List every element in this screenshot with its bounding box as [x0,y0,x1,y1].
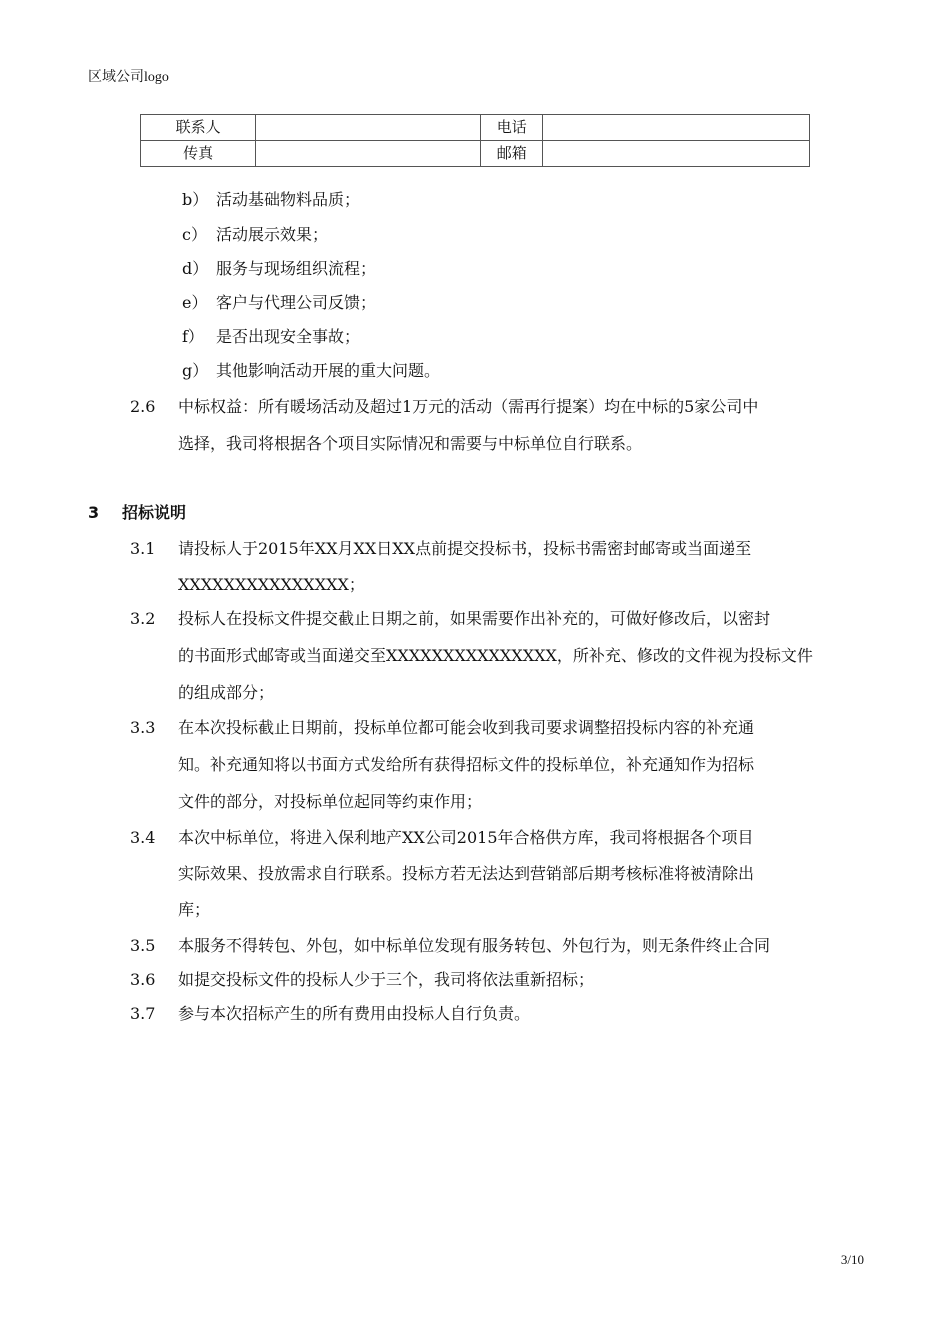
list-label: f） [182,327,204,346]
table-cell: 联系人 [141,115,256,141]
table-cell: 传真 [141,141,256,167]
clause-number: 3.3 [130,718,156,737]
list-label: g） [182,361,209,380]
list-label: b） [182,190,209,209]
clause-number: 3.1 [130,539,156,558]
list-label: e） [182,293,208,312]
list-text: 是否出现安全事故； [216,327,361,346]
clause-text: 的组成部分； [178,683,275,702]
clause-text: 实际效果、投放需求自行联系。投标方若无法达到营销部后期考核标准将被清除出 [178,864,755,883]
clause-text: 知。补充通知将以书面方式发给所有获得招标文件的投标单位，补充通知作为招标 [178,755,755,774]
clause-number: 3.7 [130,1004,156,1023]
list-label: d） [182,259,209,278]
table-row [141,115,810,141]
table-cell: 邮箱 [481,141,543,167]
list-text: 其他影响活动开展的重大问题。 [216,361,441,380]
list-text: 客户与代理公司反馈； [216,293,377,312]
table-cell: 电话 [481,115,543,141]
table-cell [256,115,481,141]
list-text: 活动基础物料品质； [216,190,361,209]
table-cell [543,115,810,141]
clause-text: 本次中标单位，将进入保利地产XX公司2015年合格供方库，我司将根据各个项目 [178,828,754,847]
list-text: 活动展示效果； [216,225,329,244]
clause-text: 参与本次招标产生的所有费用由投标人自行负责。 [178,1004,531,1023]
clause-number: 3.6 [130,970,156,989]
clause-number: 3.4 [130,828,156,847]
clause-text: 文件的部分，对投标单位起同等约束作用； [178,792,483,811]
clause-number: 3.5 [130,936,156,955]
clause-text: 投标人在投标文件提交截止日期之前，如果需要作出补充的，可做好修改后，以密封 [178,609,771,628]
contact-table [140,114,810,167]
clause-text: 选择，我司将根据各个项目实际情况和需要与中标单位自行联系。 [178,434,643,453]
header-logo-text: 区域公司logo [88,70,169,85]
clause-text: 在本次投标截止日期前，投标单位都可能会收到我司要求调整招投标内容的补充通 [178,718,755,737]
clause-text: XXXXXXXXXXXXXXX； [178,575,365,594]
clause-text: 本服务不得转包、外包，如中标单位发现有服务转包、外包行为，则无条件终止合同 [178,936,771,955]
list-text: 服务与现场组织流程； [216,259,377,278]
clause-text: 的书面形式邮寄或当面递交至XXXXXXXXXXXXXXX，所补充、修改的文件视为投标文件 [178,646,813,665]
clause-text: 如提交投标文件的投标人少于三个，我司将依法重新招标； [178,970,595,989]
clause-number: 3.2 [130,609,156,628]
clause-number: 2.6 [130,397,156,416]
clause-text: 请投标人于2015年XX月XX日XX点前提交投标书，投标书需密封邮寄或当面递至 [178,539,752,558]
table-cell [543,141,810,167]
section-number: 3 [88,503,100,522]
table-cell [256,141,481,167]
section-title: 招标说明 [122,503,187,522]
clause-text: 中标权益：所有暖场活动及超过1万元的活动（需再行提案）均在中标的5家公司中 [178,397,759,416]
clause-text: 库； [178,900,211,919]
table-row [141,141,810,167]
list-label: c） [182,225,207,244]
page-number: 3/10 [840,1252,864,1267]
